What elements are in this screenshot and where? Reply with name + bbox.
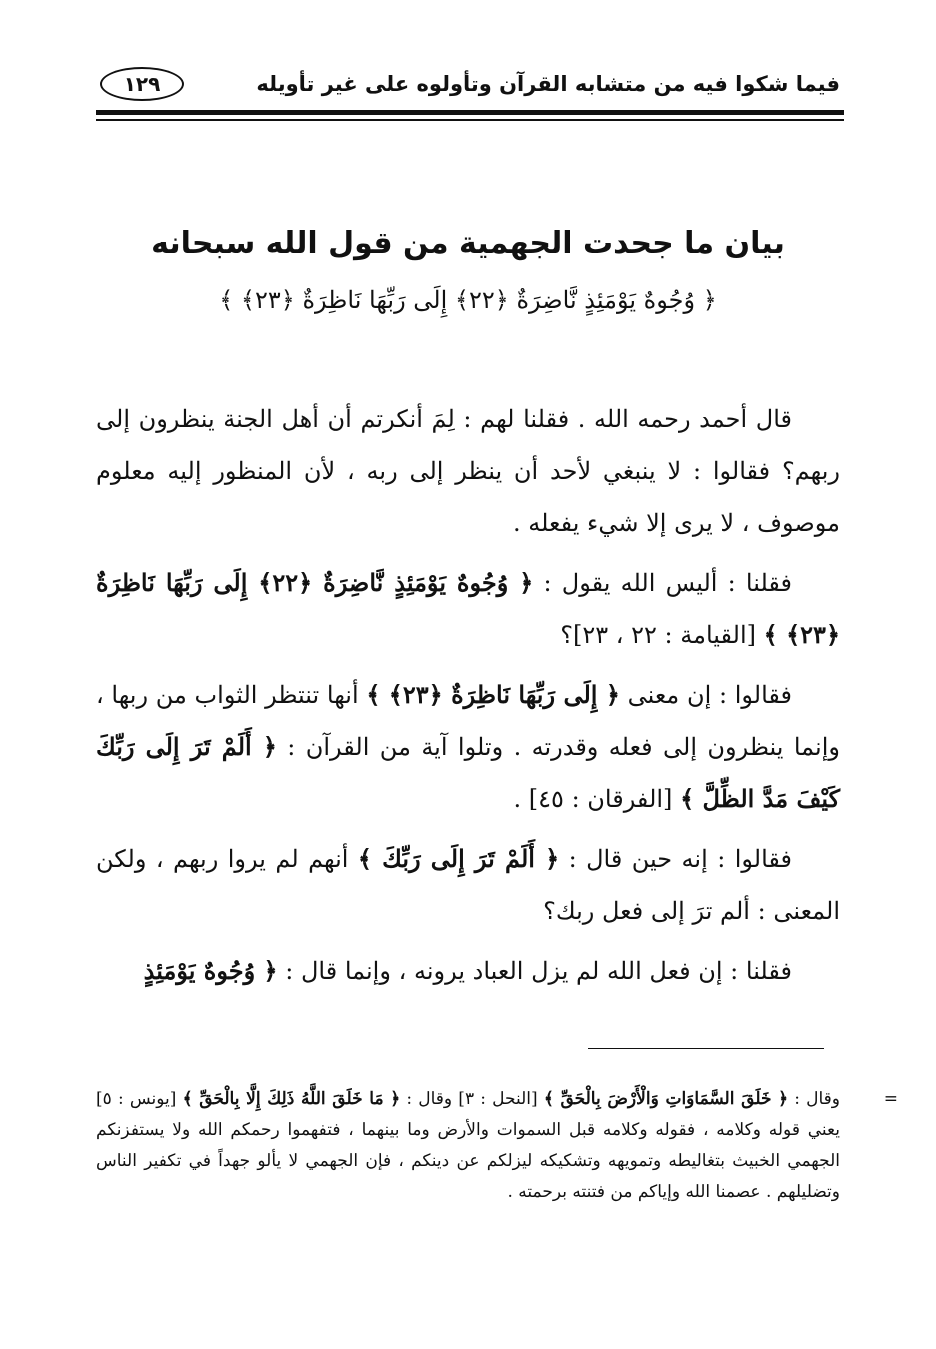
paragraph-text: قال أحمد رحمه الله . فقلنا لهم : لِمَ أنكرتم أن أهل الجنة ينظرون إلى ربهم؟ فقالوا : لا ينبغي لأحد أن ينظر إلى ربه ، لأن المنظور إليه معلوم موصوف ، لا يرى إلا شيء يفعله . (96, 405, 840, 537)
quran-quote: ﴿ أَلَمْ تَرَ إِلَى رَبِّكَ ﴾ (357, 844, 560, 873)
chapter-verse: ﴿ وُجُوهٌ يَوْمَئِذٍ نَّاضِرَةٌ ﴿٢٢﴾ إِلَى رَبِّهَا نَاظِرَةٌ ﴿٢٣﴾ ﴾ (219, 286, 717, 314)
paragraph-1 (96, 393, 840, 549)
quran-quote: ﴿ أَلَمْ تَرَ إِلَى رَبِّكَ كَيْفَ مَدَّ الظِّلَّ ﴾ (96, 732, 840, 813)
quran-quote: ﴿ وُجُوهٌ يَوْمَئِذٍ نَّاضِرَةٌ ﴿٢٢﴾ إِلَى رَبِّهَا نَاظِرَةٌ ﴿٢٣﴾ ﴾ (96, 568, 840, 649)
paragraph-2 (96, 557, 840, 661)
verse-reference: [القيامة : ٢٢ ، ٢٣]؟ (560, 621, 757, 649)
paragraph-3 (96, 669, 840, 825)
footnote-text-part: [النحل : ٣] وقال : (406, 1089, 538, 1109)
header-rule-thick (96, 110, 844, 115)
chapter-title: بيان ما جحدت الجهمية من قول الله سبحانه (151, 226, 785, 261)
footnote-continuation-mark: = (883, 1089, 898, 1109)
quran-quote: ﴿ وُجُوهٌ يَوْمَئِذٍ (143, 956, 278, 985)
paragraph-text: فقلنا : إن فعل الله لم يزل العباد يرونه ، وإنما قال : (285, 957, 792, 985)
footnote-separator (588, 1048, 824, 1049)
paragraph-5 (96, 945, 840, 997)
running-title: فيما شكوا فيه من متشابه القرآن وتأولوه على غير تأويله (256, 72, 840, 96)
footnote (96, 1084, 898, 1208)
page-header (96, 62, 840, 106)
quran-quote: ﴿ إِلَى رَبِّهَا نَاظِرَةٌ ﴿٢٣﴾ ﴾ (366, 680, 620, 709)
paragraph-text: أنها تنتظر الثواب من ربها ، وإنما ينظرون إلى فعله وقدرته . وتلوا آية من القرآن : (96, 681, 840, 761)
body-text (96, 393, 840, 997)
footnote-text-part: وقال : (794, 1089, 841, 1109)
verse-reference: [الفرقان : ٤٥] . (513, 785, 673, 813)
paragraph-text: أنهم لم يروا ربهم ، ولكن المعنى : ألم ترَ إلى فعل ربك؟ (96, 845, 840, 925)
header-rule-thin (96, 119, 844, 121)
footnote-text (96, 1084, 840, 1208)
page-number: ١٢٩ (100, 67, 184, 101)
footnote-text-part: [يونس : ٥] يعني قوله وكلامه ، فقوله وكلامه قبل السموات والأرض وما بينهما ، فتفهموا رحمكم الله ولا يستفزنكم الجهمي الخبيث بتغاليطه وتمويهه وتشكيكه ليزلكم عن دينكم ، فإن الجهمي لا يألو جهداً في تكفير الناس وتضليلهم . عصمنا الله وإياكم من فتنته برحمته . (96, 1089, 840, 1202)
quran-quote: ﴿ مَا خَلَقَ اللَّهُ ذَلِكَ إِلَّا بِالْحَقِّ ﴾ (182, 1089, 401, 1109)
paragraph-text: فقالوا : إنه حين قال : (568, 845, 793, 873)
paragraph-text: فقلنا : أليس الله يقول : (543, 569, 793, 597)
paragraph-text: فقالوا : إن معنى (627, 681, 793, 709)
paragraph-4 (96, 833, 840, 937)
quran-quote: ﴿ خَلَقَ السَّمَاوَاتِ وَالْأَرْضَ بِالْحَقِّ ﴾ (543, 1089, 789, 1109)
